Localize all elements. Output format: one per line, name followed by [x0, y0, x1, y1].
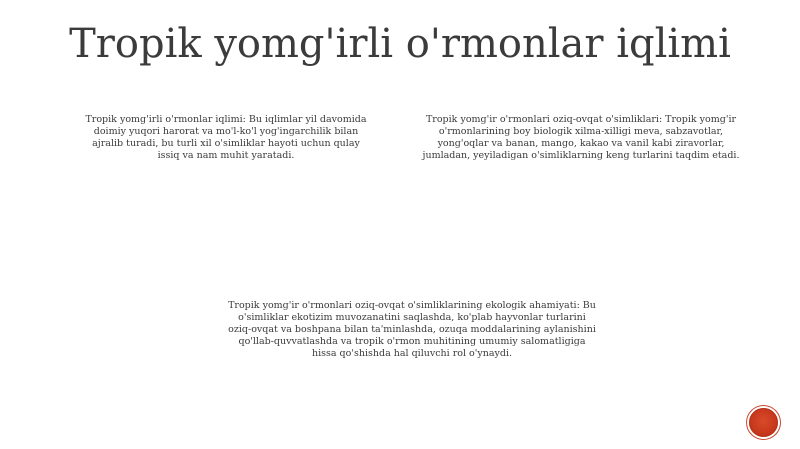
text-block-climate: Tropik yomg'irli o'rmonlar iqlimi: Bu iqlimlar yil davomida doimiy yuqori harorat va mo'l-ko'l yog'ingarchilik bilan ajralib turadi, bu turli xil o'simliklar hayoti uchun qulay issiq va nam muhit yaratadi.: [85, 114, 367, 161]
slide-title: Tropik yomg'irli o'rmonlar iqlimi: [69, 21, 731, 67]
text-block-ecological-importance: Tropik yomg'ir o'rmonlari oziq-ovqat o'simliklarining ekologik ahamiyati: Bu o'simliklar ekotizim muvozanatini saqlashda, ko'plab hayvonlar turlarini oziq-ovqat va boshpana bilan ta'minlashda, ozuqa moddalarining aylanishini qo'llab-quvvatlashda va tropik o'rmon muhitining umumiy salomatligiga hissa qo'shishda hal qiluvchi rol o'ynaydi.: [228, 300, 596, 359]
next-slide-button[interactable]: [749, 408, 778, 437]
text-block-food-plants: Tropik yomg'ir o'rmonlari oziq-ovqat o'simliklari: Tropik yomg'ir o'rmonlarining boy biologik xilma-xilligi meva, sabzavotlar, yong'oqlar va banan, mango, kakao va vanil kabi ziravorlar, jumladan, yeyiladigan o'simliklarning keng turlarini taqdim etadi.: [422, 114, 740, 161]
